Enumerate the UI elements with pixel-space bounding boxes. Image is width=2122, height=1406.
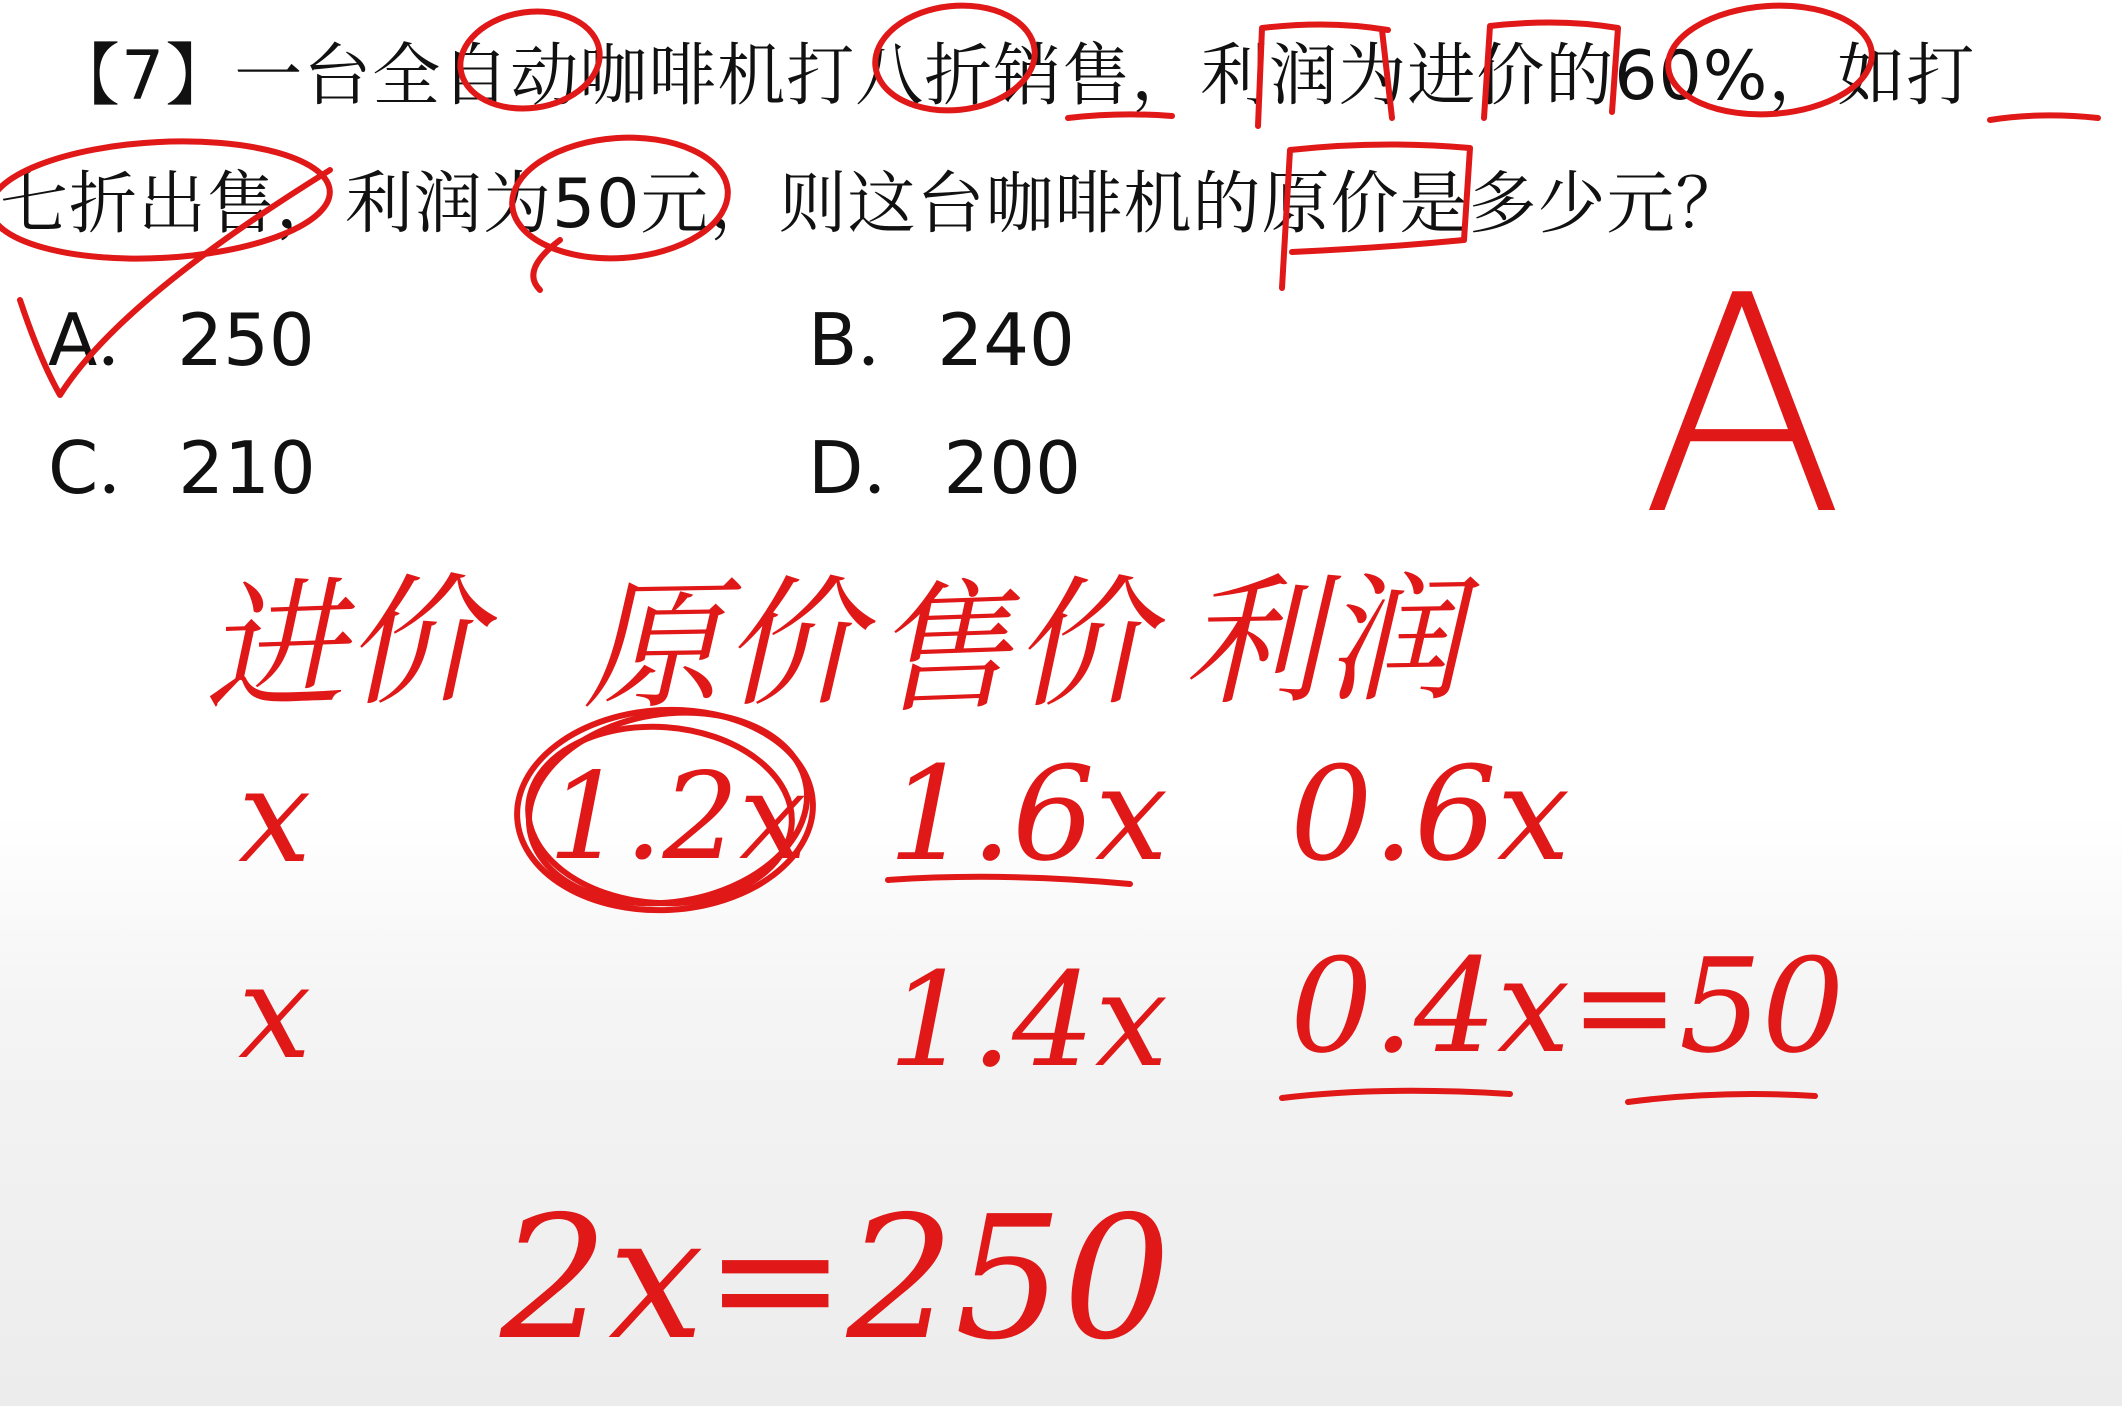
handwritten-answer: A	[1640, 232, 1846, 581]
handwritten-row1-jinjia: x	[238, 740, 312, 892]
handwritten-row1-yuanjia: 1.2x	[548, 748, 807, 887]
option-a	[48, 282, 315, 386]
option-c-letter: C．	[48, 426, 171, 510]
option-b	[808, 282, 1075, 386]
underline-04x	[1282, 1091, 1510, 1098]
option-d-value: 200	[943, 426, 1081, 510]
handwritten-row1-shoujia: 1.6x	[888, 738, 1169, 890]
question-line-1: 【7】一台全自动咖啡机打八折销售，利润为进价的60%，如打	[52, 37, 1976, 116]
option-c-value: 210	[178, 426, 316, 510]
question-line-2: 七折出售，利润为50元，则这台咖啡机的原价是多少元？	[0, 165, 1745, 244]
option-d	[808, 410, 1081, 514]
handwritten-header-yuanjia: 原价	[580, 562, 864, 730]
handwritten-row2-shoujia: 1.4x	[888, 944, 1169, 1096]
underline-50	[1628, 1094, 1815, 1102]
handwritten-row2-lirun: 0.4x=50	[1290, 930, 1845, 1082]
handwritten-row2-jinjia: x	[238, 936, 312, 1088]
option-b-letter: B．	[808, 298, 930, 382]
handwritten-header-lirun: 利润	[1180, 558, 1464, 726]
handwritten-final-equation: 2x=250	[500, 1180, 1171, 1378]
option-a-letter: A．	[48, 298, 170, 382]
option-d-letter: D．	[808, 426, 936, 510]
handwritten-header-jinjia: 进价	[201, 559, 487, 732]
handwritten-header-shoujia: 售价	[869, 561, 1155, 734]
option-b-value: 240	[937, 298, 1075, 382]
option-a-value: 250	[177, 298, 315, 382]
option-c	[48, 410, 316, 514]
handwritten-row1-lirun: 0.6x	[1290, 738, 1571, 890]
